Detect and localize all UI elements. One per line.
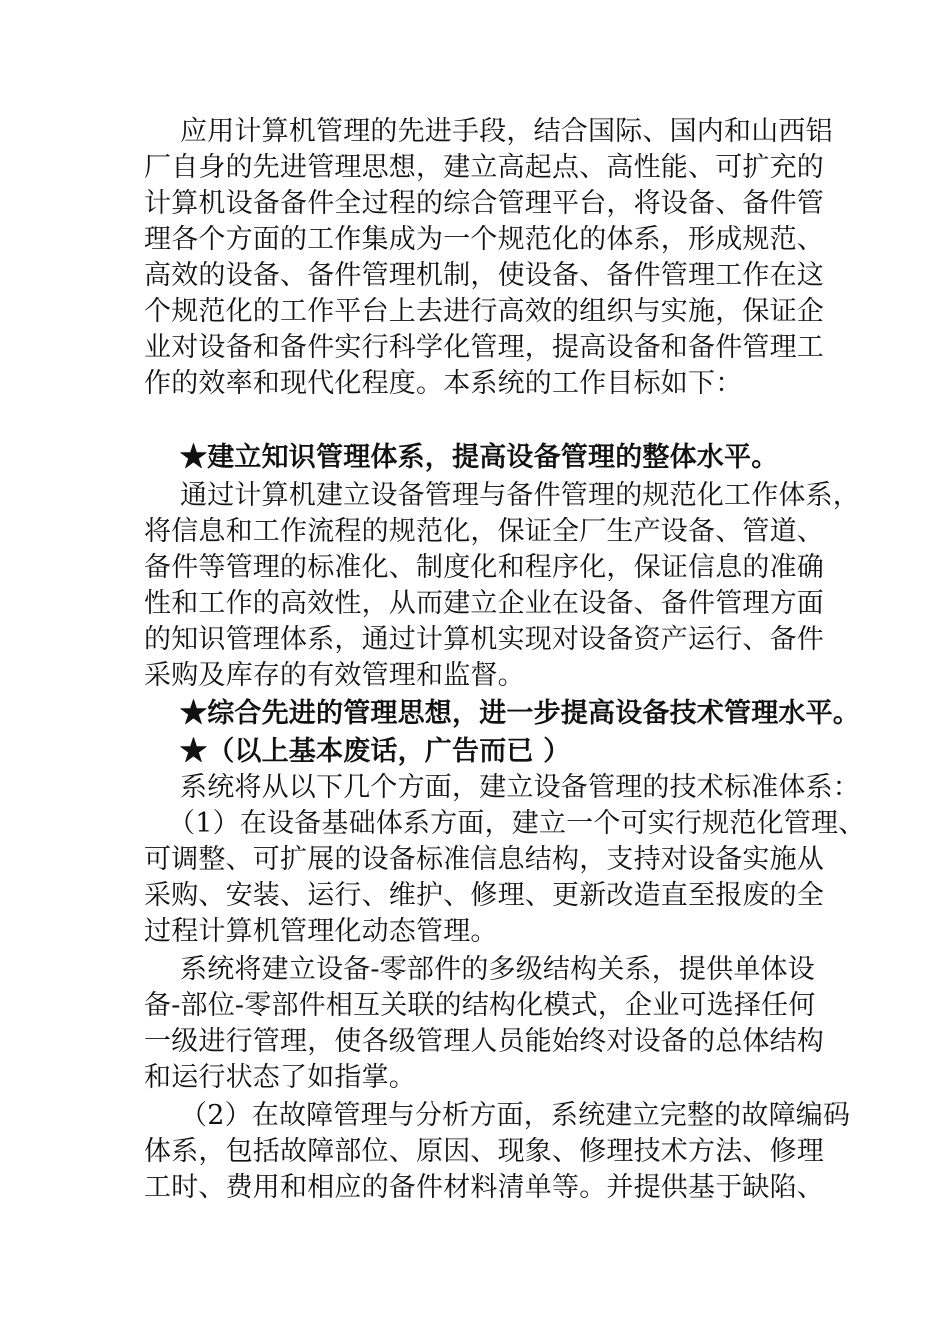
paragraph-line: 计算机设备备件全过程的综合管理平台，将设备、备件管 <box>144 188 824 219</box>
paragraph-line: 厂自身的先进管理思想，建立高起点、高性能、可扩充的 <box>144 152 824 183</box>
paragraph-line: 系统将从以下几个方面，建立设备管理的技术标准体系： <box>180 772 860 803</box>
paragraph-line: 工时、费用和相应的备件材料清单等。并提供基于缺陷、 <box>144 1172 824 1203</box>
paragraph-line: 采购、安装、运行、维护、修理、更新改造直至报废的全 <box>144 880 824 911</box>
paragraph-line: 和运行状态了如指掌。 <box>144 1062 416 1093</box>
paragraph-line: 理各个方面的工作集成为一个规范化的体系，形成规范、 <box>144 224 824 255</box>
paragraph-line: 个规范化的工作平台上去进行高效的组织与实施，保证企 <box>144 296 824 327</box>
paragraph-line: 备件等管理的标准化、制度化和程序化，保证信息的准确 <box>144 552 824 583</box>
section-heading: ★建立知识管理体系，提高设备管理的整体水平。 <box>180 442 779 473</box>
paragraph-line: 通过计算机建立设备管理与备件管理的规范化工作体系， <box>180 480 860 511</box>
paragraph-line: 作的效率和现代化程度。本系统的工作目标如下： <box>144 368 743 399</box>
paragraph-line: 一级进行管理，使各级管理人员能始终对设备的总体结构 <box>144 1026 824 1057</box>
section-heading: ★（以上基本废话，广告而已 ） <box>180 736 571 767</box>
paragraph-line: 备-部位-零部件相互关联的结构化模式，企业可选择任何 <box>144 990 816 1021</box>
paragraph-line: 性和工作的高效性，从而建立企业在设备、备件管理方面 <box>144 588 824 619</box>
section-heading: ★综合先进的管理思想，进一步提高设备技术管理水平。 <box>180 698 860 729</box>
paragraph-line: 高效的设备、备件管理机制，使设备、备件管理工作在这 <box>144 260 824 291</box>
paragraph-line: 应用计算机管理的先进手段，结合国际、国内和山西铝 <box>180 116 833 147</box>
paragraph-line: 可调整、可扩展的设备标准信息结构，支持对设备实施从 <box>144 844 824 875</box>
paragraph-line: 体系，包括故障部位、原因、现象、修理技术方法、修理 <box>144 1136 824 1167</box>
paragraph-line: （2）在故障管理与分析方面，系统建立完整的故障编码 <box>180 1100 851 1131</box>
paragraph-line: 过程计算机管理化动态管理。 <box>144 916 498 947</box>
paragraph-line: 将信息和工作流程的规范化，保证全厂生产设备、管道、 <box>144 516 824 547</box>
paragraph-line: 的知识管理体系，通过计算机实现对设备资产运行、备件 <box>144 624 824 655</box>
paragraph-line: 系统将建立设备-零部件的多级结构关系，提供单体设 <box>180 954 815 985</box>
paragraph-line: 业对设备和备件实行科学化管理，提高设备和备件管理工 <box>144 332 824 363</box>
paragraph-line: （1）在设备基础体系方面，建立一个可实行规范化管理、 <box>168 808 866 839</box>
paragraph-line: 采购及库存的有效管理和监督。 <box>144 660 525 691</box>
